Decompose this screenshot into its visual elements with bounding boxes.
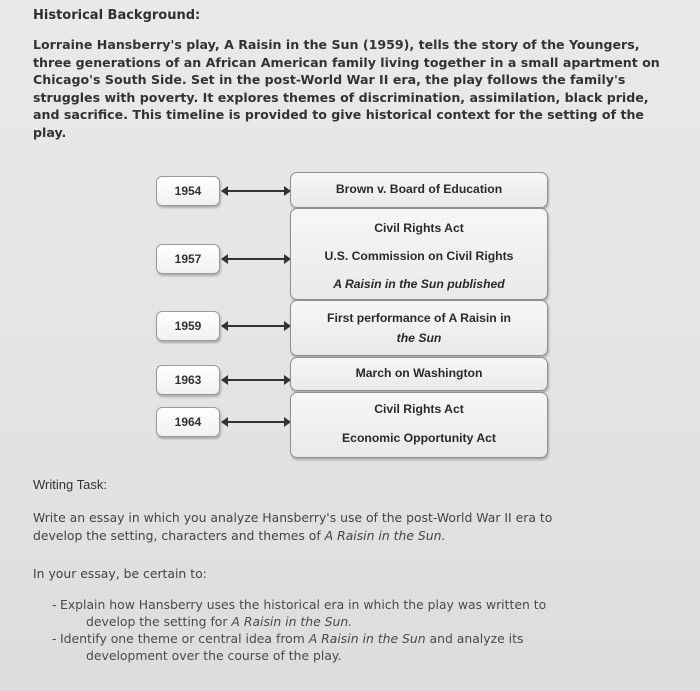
play-title: A Raisin in the Sun. [231, 614, 353, 629]
event-text: the Sun [396, 331, 442, 345]
intro-paragraph [33, 36, 673, 141]
intro-line: and sacrifice. This timeline is provided to give historical context for the setting of the [33, 107, 644, 122]
year-box-1954: 1954 [156, 176, 220, 206]
event-box-1964 [290, 392, 548, 458]
bullet-text: Explain how Hansberry uses the historical era in which the play was written to [60, 597, 547, 612]
bullet-text: and analyze its [425, 631, 524, 646]
section-heading: Historical Background: [33, 8, 201, 23]
event-text: March on Washington [355, 366, 483, 380]
timeline-arrow [222, 325, 290, 327]
event-text: A Raisin in the Sun published [333, 277, 505, 291]
bullet-text: develop the setting for [86, 614, 232, 629]
bullet-continuation [60, 613, 662, 630]
intro-line: three generations of an African American family living together in a small apartment on [33, 54, 660, 70]
timeline-arrow [222, 421, 290, 423]
bullet-text: Identify one theme or central idea from [60, 631, 309, 646]
timeline-arrow [222, 379, 290, 381]
intro-line: Lorraine Hansberry's play, A Raisin in the Sun (1959), tells the story of the Youngers, [33, 37, 640, 52]
intro-line: play. [33, 124, 67, 140]
event-text: U.S. Commission on Civil Rights [324, 249, 514, 263]
event-text: Civil Rights Act [374, 221, 464, 235]
task-text: develop the setting, characters and themes of [33, 528, 325, 543]
year-box-1957: 1957 [156, 244, 220, 274]
intro-line: struggles with poverty. It explores themes of discrimination, assimilation, black pride, [33, 89, 649, 105]
list-item [52, 596, 662, 630]
task-line [33, 527, 673, 545]
bullet-dash: - [52, 631, 57, 646]
event-box-1957 [290, 208, 548, 300]
timeline-arrow [222, 258, 290, 260]
event-text: Economic Opportunity Act [342, 431, 496, 445]
event-text: Brown v. Board of Education [335, 182, 503, 196]
year-box-1964: 1964 [156, 407, 220, 437]
instructions-lead: In your essay, be certain to: [33, 566, 207, 581]
writing-task-title: Writing Task: [33, 477, 107, 492]
list-item [52, 630, 662, 664]
timeline-arrow [222, 190, 290, 192]
event-box-1959 [290, 300, 548, 356]
intro-line: Chicago's South Side. Set in the post-World War II era, the play follows the family's [33, 72, 626, 87]
writing-task-body [33, 509, 673, 545]
event-box-1963 [290, 357, 548, 391]
event-text: First performance of A Raisin in [327, 311, 511, 325]
event-text: Civil Rights Act [374, 402, 464, 416]
task-line: Write an essay in which you analyze Hansberry's use of the post-World War II era to [33, 510, 553, 525]
year-box-1963: 1963 [156, 365, 220, 395]
bullet-continuation: development over the course of the play. [86, 648, 342, 663]
year-box-1959: 1959 [156, 311, 220, 341]
event-box-1954 [290, 172, 548, 208]
bullet-dash: - [52, 597, 57, 612]
play-title: A Raisin in the Sun [308, 631, 426, 646]
instruction-list [52, 596, 662, 664]
play-title: A Raisin in the Sun. [324, 528, 446, 543]
